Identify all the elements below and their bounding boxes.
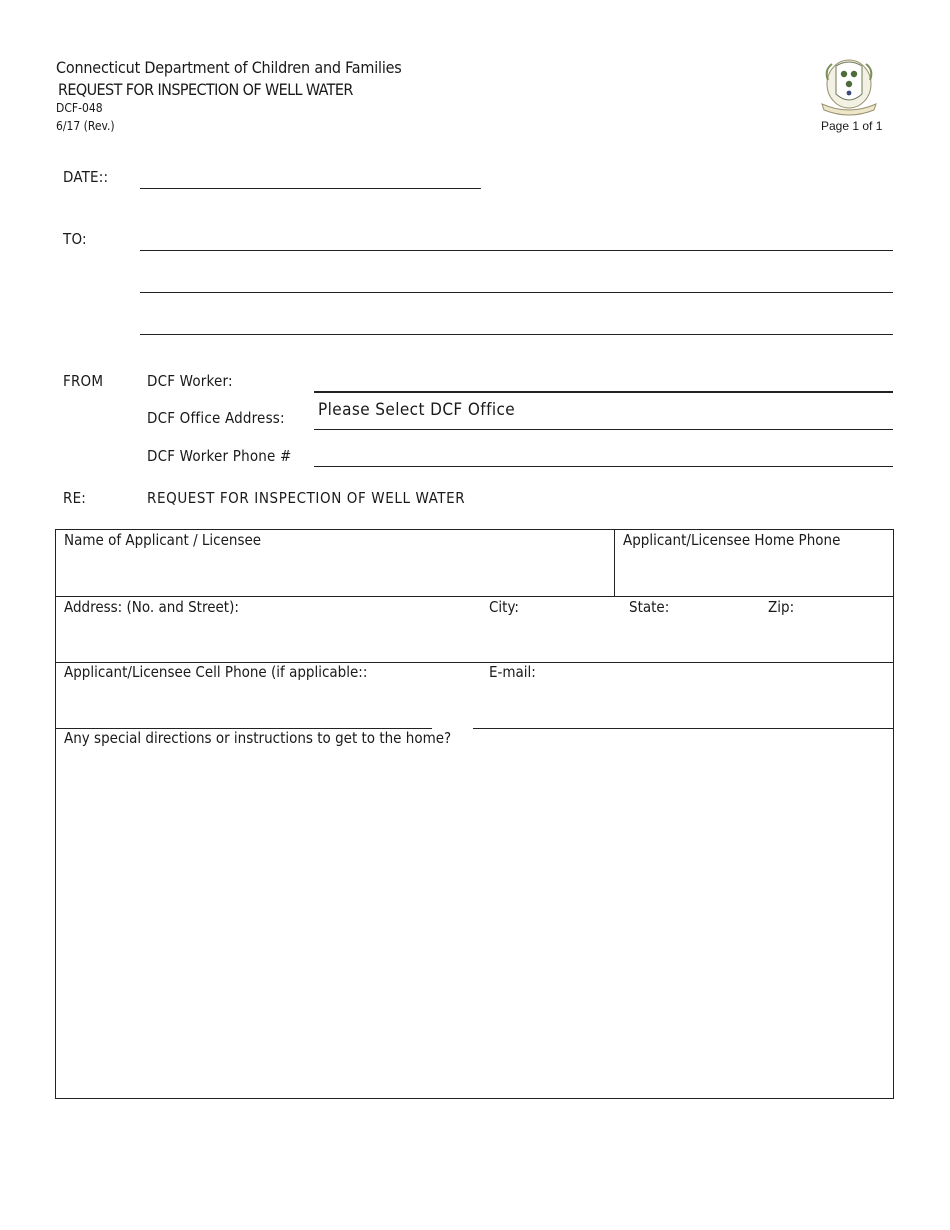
state-input[interactable] xyxy=(627,620,759,658)
city-input[interactable] xyxy=(487,620,621,658)
dcf-worker-input[interactable] xyxy=(314,368,893,392)
form-number: DCF-048 xyxy=(56,101,103,115)
date-label: DATE:: xyxy=(63,168,109,186)
home-phone-input[interactable] xyxy=(620,554,888,592)
row-divider xyxy=(473,728,893,729)
department-name: Connecticut Department of Children and Families xyxy=(56,58,402,77)
form-revision: 6/17 (Rev.) xyxy=(56,119,115,133)
to-input-line-3[interactable] xyxy=(140,311,893,335)
applicant-name-input[interactable] xyxy=(62,554,608,592)
directions-label: Any special directions or instructions to get to the home? xyxy=(64,729,452,747)
dcf-worker-label: DCF Worker: xyxy=(147,372,233,390)
dcf-phone-input[interactable] xyxy=(314,443,893,467)
column-divider xyxy=(614,530,615,596)
cell-phone-input[interactable] xyxy=(62,686,428,724)
to-label: TO: xyxy=(63,230,87,248)
state-label: State: xyxy=(629,598,670,616)
directions-textarea[interactable] xyxy=(62,754,886,1092)
address-label: Address: (No. and Street): xyxy=(64,598,239,616)
to-input-line-2[interactable] xyxy=(140,269,893,293)
row-divider xyxy=(56,596,893,597)
address-input[interactable] xyxy=(62,620,482,658)
date-input[interactable] xyxy=(140,166,481,189)
state-seal-icon xyxy=(814,56,884,118)
email-label: E-mail: xyxy=(489,663,536,681)
dcf-office-label: DCF Office Address: xyxy=(147,409,285,427)
dcf-phone-label: DCF Worker Phone # xyxy=(147,447,292,465)
zip-label: Zip: xyxy=(768,598,795,616)
applicant-info-table xyxy=(55,529,894,1099)
cell-phone-label: Applicant/Licensee Cell Phone (if applicable:: xyxy=(64,663,368,681)
applicant-name-label: Name of Applicant / Licensee xyxy=(64,531,262,549)
page-number: Page 1 of 1 xyxy=(821,119,883,133)
dcf-office-select[interactable]: Please Select DCF Office xyxy=(314,392,893,430)
zip-input[interactable] xyxy=(766,620,888,658)
city-label: City: xyxy=(489,598,519,616)
email-input[interactable] xyxy=(487,686,887,724)
home-phone-label: Applicant/Licensee Home Phone xyxy=(623,531,841,549)
form-title: REQUEST FOR INSPECTION OF WELL WATER xyxy=(58,80,353,99)
to-input-line-1[interactable] xyxy=(140,227,893,251)
re-value: REQUEST FOR INSPECTION OF WELL WATER xyxy=(147,489,466,507)
from-label: FROM xyxy=(63,372,104,390)
re-label: RE: xyxy=(63,489,87,507)
